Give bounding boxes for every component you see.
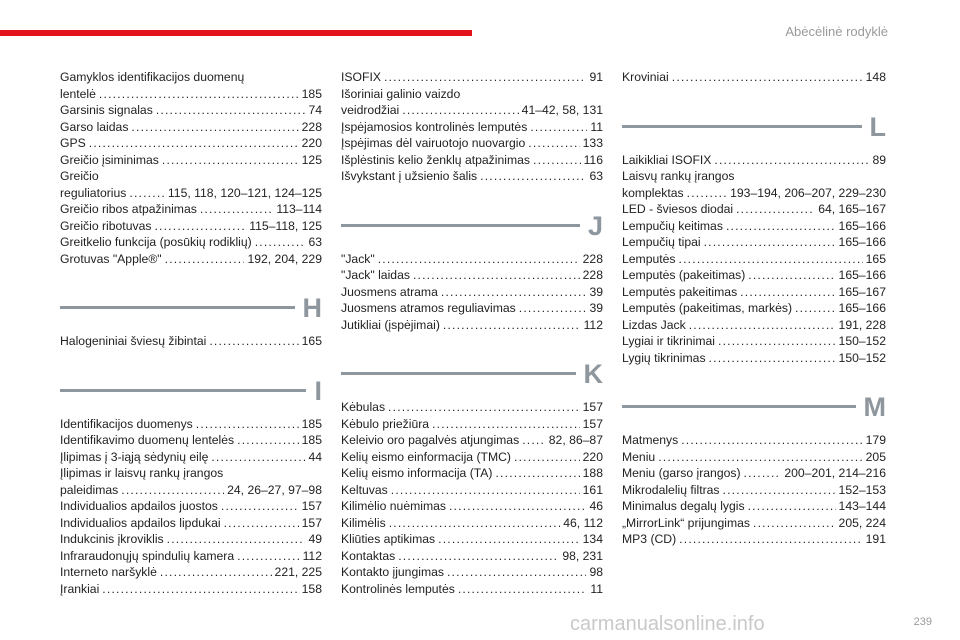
index-entry-pages: 221, 225: [274, 565, 322, 579]
index-entry-term: Garsinis signalas: [60, 103, 153, 117]
dot-leader: [389, 515, 561, 532]
index-entry-term: Lemputės (pakeitimas, markės): [622, 301, 793, 315]
index-entry: [622, 498, 886, 515]
index-entry-pages: 41–42, 58, 131: [521, 103, 603, 117]
dot-leader: [402, 102, 518, 119]
index-entry: [341, 482, 603, 499]
index-entry: [622, 300, 886, 317]
index-entry-pages: 112: [583, 317, 603, 332]
index-entry-line: Išoriniai galinio vaizdo: [341, 86, 461, 101]
index-entry-pages: 49: [308, 532, 322, 546]
index-entry: [60, 498, 322, 515]
page-number: 239: [913, 616, 932, 628]
index-entry-pages: 165–166: [838, 218, 886, 233]
index-entry-term: Interneto naršyklė: [60, 565, 157, 579]
dot-leader: [714, 152, 869, 169]
section-letter: K: [583, 359, 603, 389]
index-entry-pages: 193–194, 206–207, 229–230: [730, 185, 886, 200]
index-entry-term: Įspėjamosios kontrolinės lemputės: [341, 119, 528, 134]
index-entry-pages: 115, 118, 120–121, 124–125: [167, 185, 322, 200]
dot-leader: [154, 218, 246, 235]
dot-leader: [99, 86, 299, 103]
index-entry: [341, 548, 603, 565]
index-entry-term: Lygių tikrinimas: [622, 350, 706, 365]
index-entry-term: Individualios apdailos juostos: [60, 499, 218, 513]
index-entry-term: Identifikavimo duomenų lentelės: [60, 433, 235, 447]
index-entry: [60, 416, 322, 433]
index-entry: [60, 333, 322, 350]
index-entry: [622, 350, 886, 367]
index-column-1: [60, 69, 322, 597]
index-entry-term: Infraraudonųjų spindulių kamera: [60, 548, 235, 563]
index-entry-term: „MirrorLink“ prijungimas: [622, 515, 750, 530]
section-rule: [341, 372, 576, 375]
index-entry-pages: 165–166: [838, 268, 886, 282]
dot-leader: [200, 201, 274, 218]
index-entry: [341, 416, 603, 433]
index-entry-pages: 191: [865, 532, 886, 546]
index-entry-pages: 165: [865, 251, 886, 266]
index-entry-term: Kilimėlis: [341, 515, 386, 530]
section-divider: [622, 388, 886, 422]
index-entry-term: GPS: [60, 136, 86, 150]
dot-leader: [388, 399, 580, 416]
section-divider: [60, 289, 322, 323]
index-entry-pages: 89: [872, 152, 886, 167]
index-entry: [341, 465, 603, 482]
index-entry-pages: 39: [589, 301, 603, 315]
index-entry-term: Lempučių tipai: [622, 235, 701, 249]
index-entry-pages: 179: [865, 433, 886, 447]
index-entry-pages: 158: [301, 581, 322, 596]
index-entry: [341, 267, 603, 284]
dot-leader: [687, 185, 727, 202]
index-entry-pages: 157: [301, 499, 322, 513]
section-rule: [341, 224, 580, 227]
index-entry-pages: 11: [590, 581, 603, 596]
index-entry-pages: 134: [582, 532, 603, 546]
index-entry: [341, 531, 603, 548]
index-entry: [341, 581, 603, 598]
index-entry: [60, 515, 322, 532]
dot-leader: [672, 69, 863, 86]
index-entry-term: Minimalus degalų lygis: [622, 499, 745, 513]
dot-leader: [480, 168, 586, 185]
dot-leader: [528, 135, 579, 152]
index-entry-pages: 157: [582, 400, 603, 414]
index-entry: [622, 449, 886, 466]
dot-leader: [726, 218, 836, 235]
index-entry-line: Greičio: [60, 169, 99, 183]
index-entry-pages: 220: [582, 449, 603, 464]
dot-leader: [681, 432, 862, 449]
index-entry: [622, 218, 886, 235]
dot-leader: [689, 317, 836, 334]
index-entry: [60, 548, 322, 565]
index-entry: [622, 201, 886, 218]
index-entry: [622, 333, 886, 350]
dot-leader: [156, 102, 306, 119]
index-entry: [341, 317, 603, 334]
index-entry: [622, 267, 886, 284]
section-letter: M: [863, 392, 886, 422]
index-entry-pages: 152–153: [838, 482, 886, 497]
index-entry-term: Greičio ribos atpažinimas: [60, 202, 197, 216]
index-entry-pages: 165–167: [838, 284, 886, 299]
section-letter: J: [587, 210, 603, 241]
section-rule: [60, 389, 306, 392]
dot-leader: [391, 482, 580, 499]
dot-leader: [432, 416, 580, 433]
index-entry-term: lentelė: [60, 86, 96, 101]
index-entry: [341, 168, 603, 185]
index-entry: [60, 482, 322, 499]
index-entry-term: Garso laidas: [60, 119, 129, 134]
dot-leader: [441, 284, 587, 301]
index-entry-pages: 191, 228: [838, 317, 886, 332]
index-entry-term: Lemputės pakeitimas: [622, 284, 738, 299]
index-entry-pages: 185: [301, 416, 322, 431]
index-entry: [60, 185, 322, 202]
index-entry-pages: 148: [865, 70, 886, 84]
index-entry: [341, 135, 603, 152]
index-entry: [341, 498, 603, 515]
dot-leader: [748, 498, 836, 515]
page-header-title: Abėcėlinė rodyklė: [785, 24, 888, 39]
index-entry-term: Matmenys: [622, 433, 679, 447]
index-entry-term: Keltuvas: [341, 482, 388, 497]
index-entry-term: Lempučių keitimas: [622, 218, 723, 233]
section-rule: [60, 306, 295, 309]
dot-leader: [458, 581, 588, 598]
index-entry-term: Kliūties aptikimas: [341, 532, 436, 546]
index-entry-term: Individualios apdailos lipdukai: [60, 515, 221, 530]
index-entry-pages: 24, 26–27, 97–98: [227, 482, 322, 497]
dot-leader: [495, 465, 579, 482]
section-divider: [622, 108, 886, 142]
index-entry-pages: 205, 224: [838, 515, 886, 530]
dot-leader: [89, 135, 299, 152]
index-entry-pages: 192, 204, 229: [247, 251, 322, 266]
index-entry-pages: 133: [582, 136, 603, 150]
dot-leader: [237, 548, 299, 565]
index-entry-pages: 112: [302, 548, 322, 563]
index-entry: [341, 432, 603, 449]
index-entry-pages: 115–118, 125: [249, 218, 322, 233]
index-entry-pages: 205: [865, 449, 886, 464]
index-entry-term: Greičio įsiminimas: [60, 152, 159, 167]
index-entry-term: Jutikliai (įspėjimai): [341, 317, 440, 332]
index-entry: [341, 102, 603, 119]
index-entry-pages: 228: [582, 268, 603, 282]
index-entry: [622, 152, 886, 169]
index-entry-term: LED - šviesos diodai: [622, 202, 734, 216]
index-entry-pages: 188: [582, 466, 603, 480]
index-entry-term: "Jack": [341, 251, 375, 266]
index-entry-pages: 11: [590, 119, 603, 134]
index-entry: [60, 449, 322, 466]
index-entry: [60, 135, 322, 152]
section-divider: [341, 355, 603, 389]
dot-leader: [723, 482, 836, 499]
index-entry-term: ISOFIX: [341, 70, 381, 84]
index-entry: [622, 284, 886, 301]
index-entry-term: Keleivio oro pagalvės atjungimas: [341, 433, 520, 447]
index-entry-pages: 39: [589, 284, 603, 299]
dot-leader: [167, 531, 306, 548]
dot-leader: [795, 300, 836, 317]
index-entry-term: Lygiai ir tikrinimai: [622, 334, 716, 348]
index-entry: [622, 251, 886, 268]
dot-leader: [658, 449, 862, 466]
section-letter: H: [302, 293, 322, 323]
index-entry: [341, 399, 603, 416]
index-entry-term: Indukcinis įkroviklis: [60, 532, 164, 546]
index-entry-pages: 64, 165–167: [818, 202, 886, 216]
index-entry-pages: 165: [301, 334, 322, 348]
index-entry-term: Juosmens atramos reguliavimas: [341, 301, 516, 315]
dot-leader: [162, 152, 299, 169]
index-entry-term: Išvykstant į užsienio šalis: [341, 169, 478, 183]
index-entry-term: Meniu: [622, 449, 656, 464]
index-entry: [60, 86, 322, 103]
index-entry-pages: 200–201, 214–216: [784, 466, 886, 480]
index-entry-term: Greitkelio funkcija (posūkių rodiklių): [60, 235, 252, 249]
dot-leader: [121, 482, 224, 499]
dot-leader: [449, 498, 586, 515]
dot-leader: [447, 564, 586, 581]
index-entry: [60, 119, 322, 136]
index-entry-pages: 113–114: [276, 202, 322, 216]
index-entry-term: Kelių eismo informacija (TA): [341, 466, 493, 480]
index-entry-term: "Jack" laidas: [341, 268, 410, 282]
index-entry-pages: 157: [301, 515, 322, 530]
dot-leader: [522, 432, 546, 449]
index-entry: [622, 69, 886, 86]
index-entry-pages: 185: [301, 86, 322, 101]
dot-leader: [237, 432, 299, 449]
dot-leader: [740, 284, 835, 301]
index-entry-pages: 157: [582, 416, 603, 431]
index-entry: [60, 234, 322, 251]
header-accent-bar: [0, 30, 472, 36]
index-entry-term: komplektas: [622, 185, 684, 200]
watermark: carmanualsonline.info: [570, 613, 765, 635]
index-entry: [60, 564, 322, 581]
index-entry-term: Kelių eismo einformacija (TMC): [341, 449, 511, 464]
dot-leader: [129, 185, 165, 202]
index-entry-line: Gamyklos identifikacijos duomenų: [60, 70, 245, 84]
index-entry-term: Kėbulas: [341, 400, 386, 414]
index-entry-pages: 98, 231: [562, 548, 603, 563]
index-entry: [622, 432, 886, 449]
index-entry: [341, 251, 603, 268]
dot-leader: [398, 548, 559, 565]
section-rule: [622, 125, 862, 128]
index-entry: [622, 482, 886, 499]
dot-leader: [102, 581, 298, 598]
index-entry-term: Kontaktas: [341, 548, 396, 563]
index-entry-line: Laisvų rankų įrangos: [622, 169, 735, 183]
dot-leader: [679, 251, 863, 268]
index-entry: [622, 531, 886, 548]
index-entry-pages: 165–166: [838, 235, 886, 249]
dot-leader: [255, 234, 306, 251]
index-entry-pages: 185: [301, 433, 322, 447]
index-entry: [341, 284, 603, 301]
index-entry-term: Grotuvas "Apple®": [60, 251, 162, 266]
index-entry-term: Identifikacijos duomenys: [60, 416, 193, 431]
index-entry-pages: 150–152: [838, 334, 886, 348]
index-entry-pages: 116: [583, 152, 603, 167]
section-letter: L: [869, 111, 886, 142]
index-entry-term: reguliatorius: [60, 185, 127, 200]
index-entry-term: MP3 (CD): [622, 532, 677, 546]
dot-leader: [413, 267, 580, 284]
dot-leader: [519, 300, 587, 317]
index-entry: [60, 432, 322, 449]
index-entry: [60, 102, 322, 119]
index-entry: [622, 185, 886, 202]
index-entry-pages: 46, 112: [563, 515, 603, 530]
index-entry-term: Įlipimas į 3-iąją sėdynių eilę: [60, 449, 209, 464]
dot-leader: [209, 333, 298, 350]
index-entry: [60, 152, 322, 169]
index-entry-term: Lemputės: [622, 251, 676, 266]
dot-leader: [131, 119, 298, 136]
dot-leader: [514, 449, 580, 466]
index-entry: [60, 581, 322, 598]
index-entry-term: Laikikliai ISOFIX: [622, 152, 712, 167]
index-entry-term: Įspėjimas dėl vairuotojo nuovargio: [341, 136, 526, 150]
dot-leader: [753, 515, 836, 532]
index-entry: [622, 465, 886, 482]
index-entry-term: Kėbulo priežiūra: [341, 416, 430, 431]
index-entry-pages: 161: [582, 482, 603, 497]
index-entry: [341, 152, 603, 169]
index-entry-term: Kilimėlio nuėmimas: [341, 499, 446, 513]
dot-leader: [438, 531, 580, 548]
index-entry-pages: 143–144: [838, 499, 886, 513]
index-entry-term: Greičio ribotuvas: [60, 218, 152, 233]
index-entry: [622, 515, 886, 532]
index-entry-term: Juosmens atrama: [341, 284, 438, 299]
index-column-2: [341, 69, 603, 597]
dot-leader: [384, 69, 586, 86]
index-entry-pages: 74: [308, 103, 322, 117]
index-entry: [341, 515, 603, 532]
index-entry-term: Lizdas Jack: [622, 317, 686, 332]
dot-leader: [211, 449, 305, 466]
dot-leader: [224, 515, 299, 532]
index-entry-pages: 44: [308, 449, 322, 464]
index-entry-term: Kontrolinės lemputės: [341, 581, 455, 596]
index-entry: [341, 564, 603, 581]
index-column-3: [622, 69, 886, 548]
index-entry-pages: 165–166: [838, 301, 886, 315]
index-entry-pages: 63: [589, 169, 603, 183]
index-entry-term: Mikrodalelių filtras: [622, 482, 720, 497]
index-entry-line: Įlipimas ir laisvų rankų įrangos: [60, 466, 224, 480]
dot-leader: [679, 531, 862, 548]
section-divider: [341, 207, 603, 241]
index-entry: [341, 449, 603, 466]
index-entry: [60, 251, 322, 268]
index-entry-term: Įrankiai: [60, 581, 100, 596]
dot-leader: [196, 416, 299, 433]
dot-leader: [736, 201, 815, 218]
index-entry: [341, 119, 603, 136]
section-letter: I: [314, 375, 322, 406]
dot-leader: [718, 333, 836, 350]
dot-leader: [530, 119, 587, 136]
index-entry-pages: 220: [301, 136, 322, 150]
dot-leader: [704, 234, 836, 251]
index-entry: [622, 234, 886, 251]
index-entry-term: veidrodžiai: [341, 103, 400, 117]
index-entry: [60, 201, 322, 218]
dot-leader: [378, 251, 580, 268]
dot-leader: [160, 564, 272, 581]
index-entry-term: Kontakto įjungimas: [341, 565, 444, 579]
index-entry: [60, 218, 322, 235]
dot-leader: [744, 465, 782, 482]
index-entry-term: Išplėstinis kelio ženklų atpažinimas: [341, 152, 530, 167]
index-entry-term: Halogeniniai šviesų žibintai: [60, 334, 207, 348]
dot-leader: [748, 267, 835, 284]
index-entry: [60, 531, 322, 548]
dot-leader: [165, 251, 245, 268]
index-entry-pages: 63: [308, 235, 322, 249]
index-entry-pages: 228: [582, 251, 603, 266]
index-entry: [341, 300, 603, 317]
dot-leader: [709, 350, 836, 367]
index-entry-term: Kroviniai: [622, 70, 669, 84]
section-rule: [622, 405, 856, 408]
index-entry-pages: 228: [301, 119, 322, 134]
dot-leader: [443, 317, 581, 334]
index-entry-pages: 98: [589, 565, 603, 579]
dot-leader: [533, 152, 581, 169]
section-divider: [60, 372, 322, 406]
index-entry-term: Lemputės (pakeitimas): [622, 268, 746, 282]
index-entry-pages: 150–152: [838, 350, 886, 365]
index-entry-pages: 125: [301, 152, 322, 167]
index-entry-pages: 91: [589, 70, 603, 84]
index-entry-pages: 46: [589, 499, 603, 513]
index-entry-pages: 82, 86–87: [548, 433, 603, 447]
index-entry: [622, 317, 886, 334]
index-entry-term: Meniu (garso įrangos): [622, 466, 741, 480]
index-entry-term: paleidimas: [60, 482, 119, 497]
index-entry: [341, 69, 603, 86]
dot-leader: [221, 498, 299, 515]
